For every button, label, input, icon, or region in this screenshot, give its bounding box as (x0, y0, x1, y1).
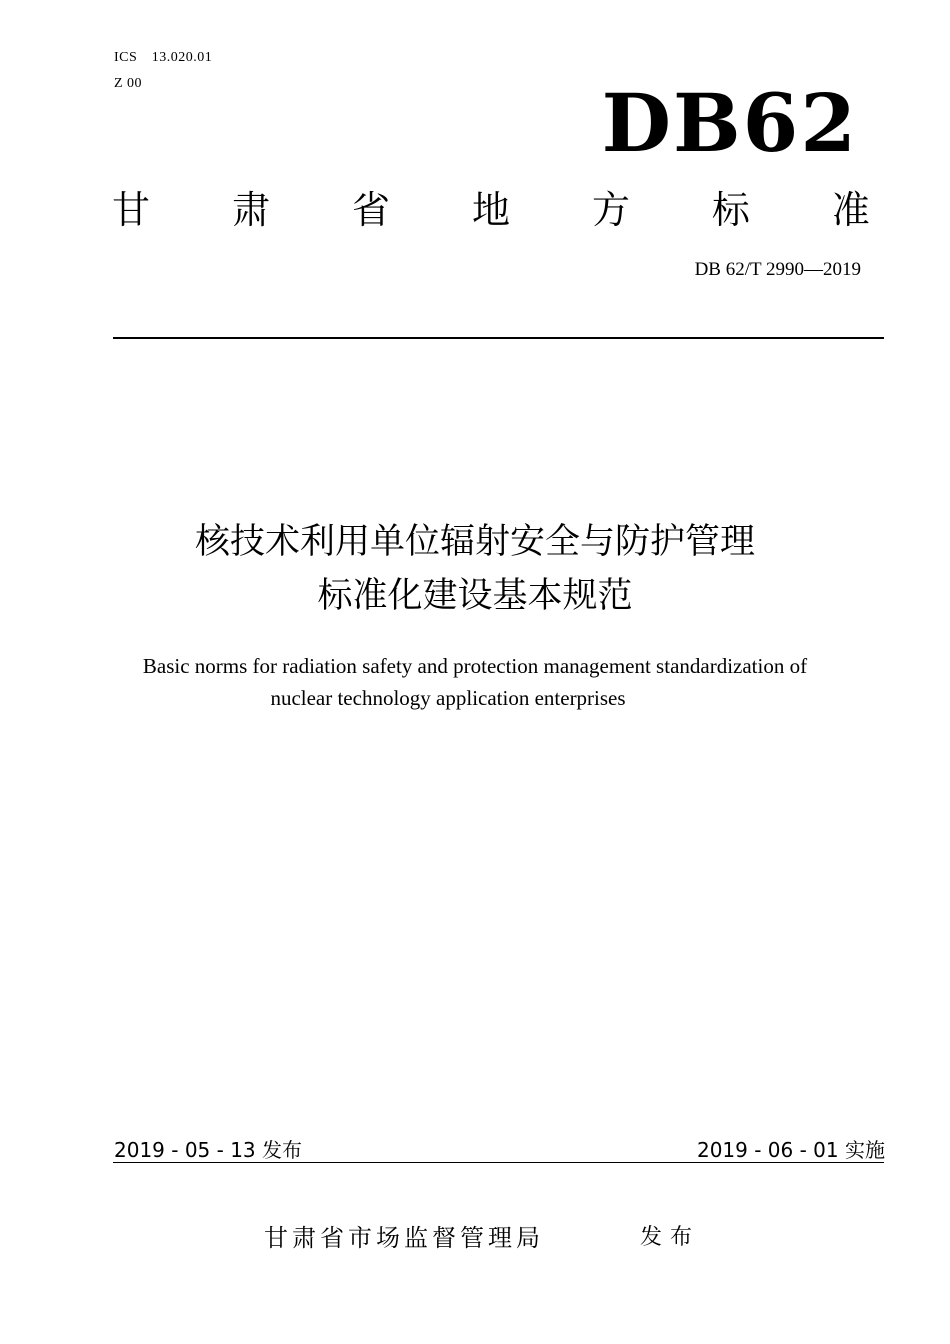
publisher-name: 甘肃省市场监督管理局 (264, 1224, 544, 1252)
standard-type-char: 方 (591, 188, 630, 232)
standard-type-char: 地 (471, 188, 510, 232)
bottom-divider (113, 1162, 884, 1163)
issue-date: 2019 - 05 - 13 发布 (114, 1138, 303, 1162)
standard-type-char: 准 (831, 188, 870, 232)
standard-type-char: 标 (711, 188, 750, 232)
standard-type-char: 肃 (231, 188, 270, 232)
title-chinese-line-2: 标准化建设基本规范 (317, 576, 633, 616)
standard-code-large: DB62 (601, 76, 858, 170)
standard-type-char: 省 (351, 188, 390, 232)
implementation-date: 2019 - 06 - 01 实施 (696, 1138, 885, 1162)
standard-number: DB 62/T 2990—2019 (694, 259, 861, 280)
title-chinese-line-1: 核技术利用单位辐射安全与防护管理 (194, 522, 755, 562)
publish-label: 发布 (640, 1225, 701, 1250)
standard-type-char: 甘 (112, 188, 151, 232)
title-english-line-1: Basic norms for radiation safety and protection management standardization of (142, 654, 808, 678)
ccs-code: Z 00 (114, 76, 143, 91)
standard-type-heading (112, 186, 870, 234)
title-english-line-2: nuclear technology application enterprises (270, 686, 626, 710)
ics-code: ICS 13.020.01 (114, 50, 213, 65)
top-divider (113, 337, 884, 339)
